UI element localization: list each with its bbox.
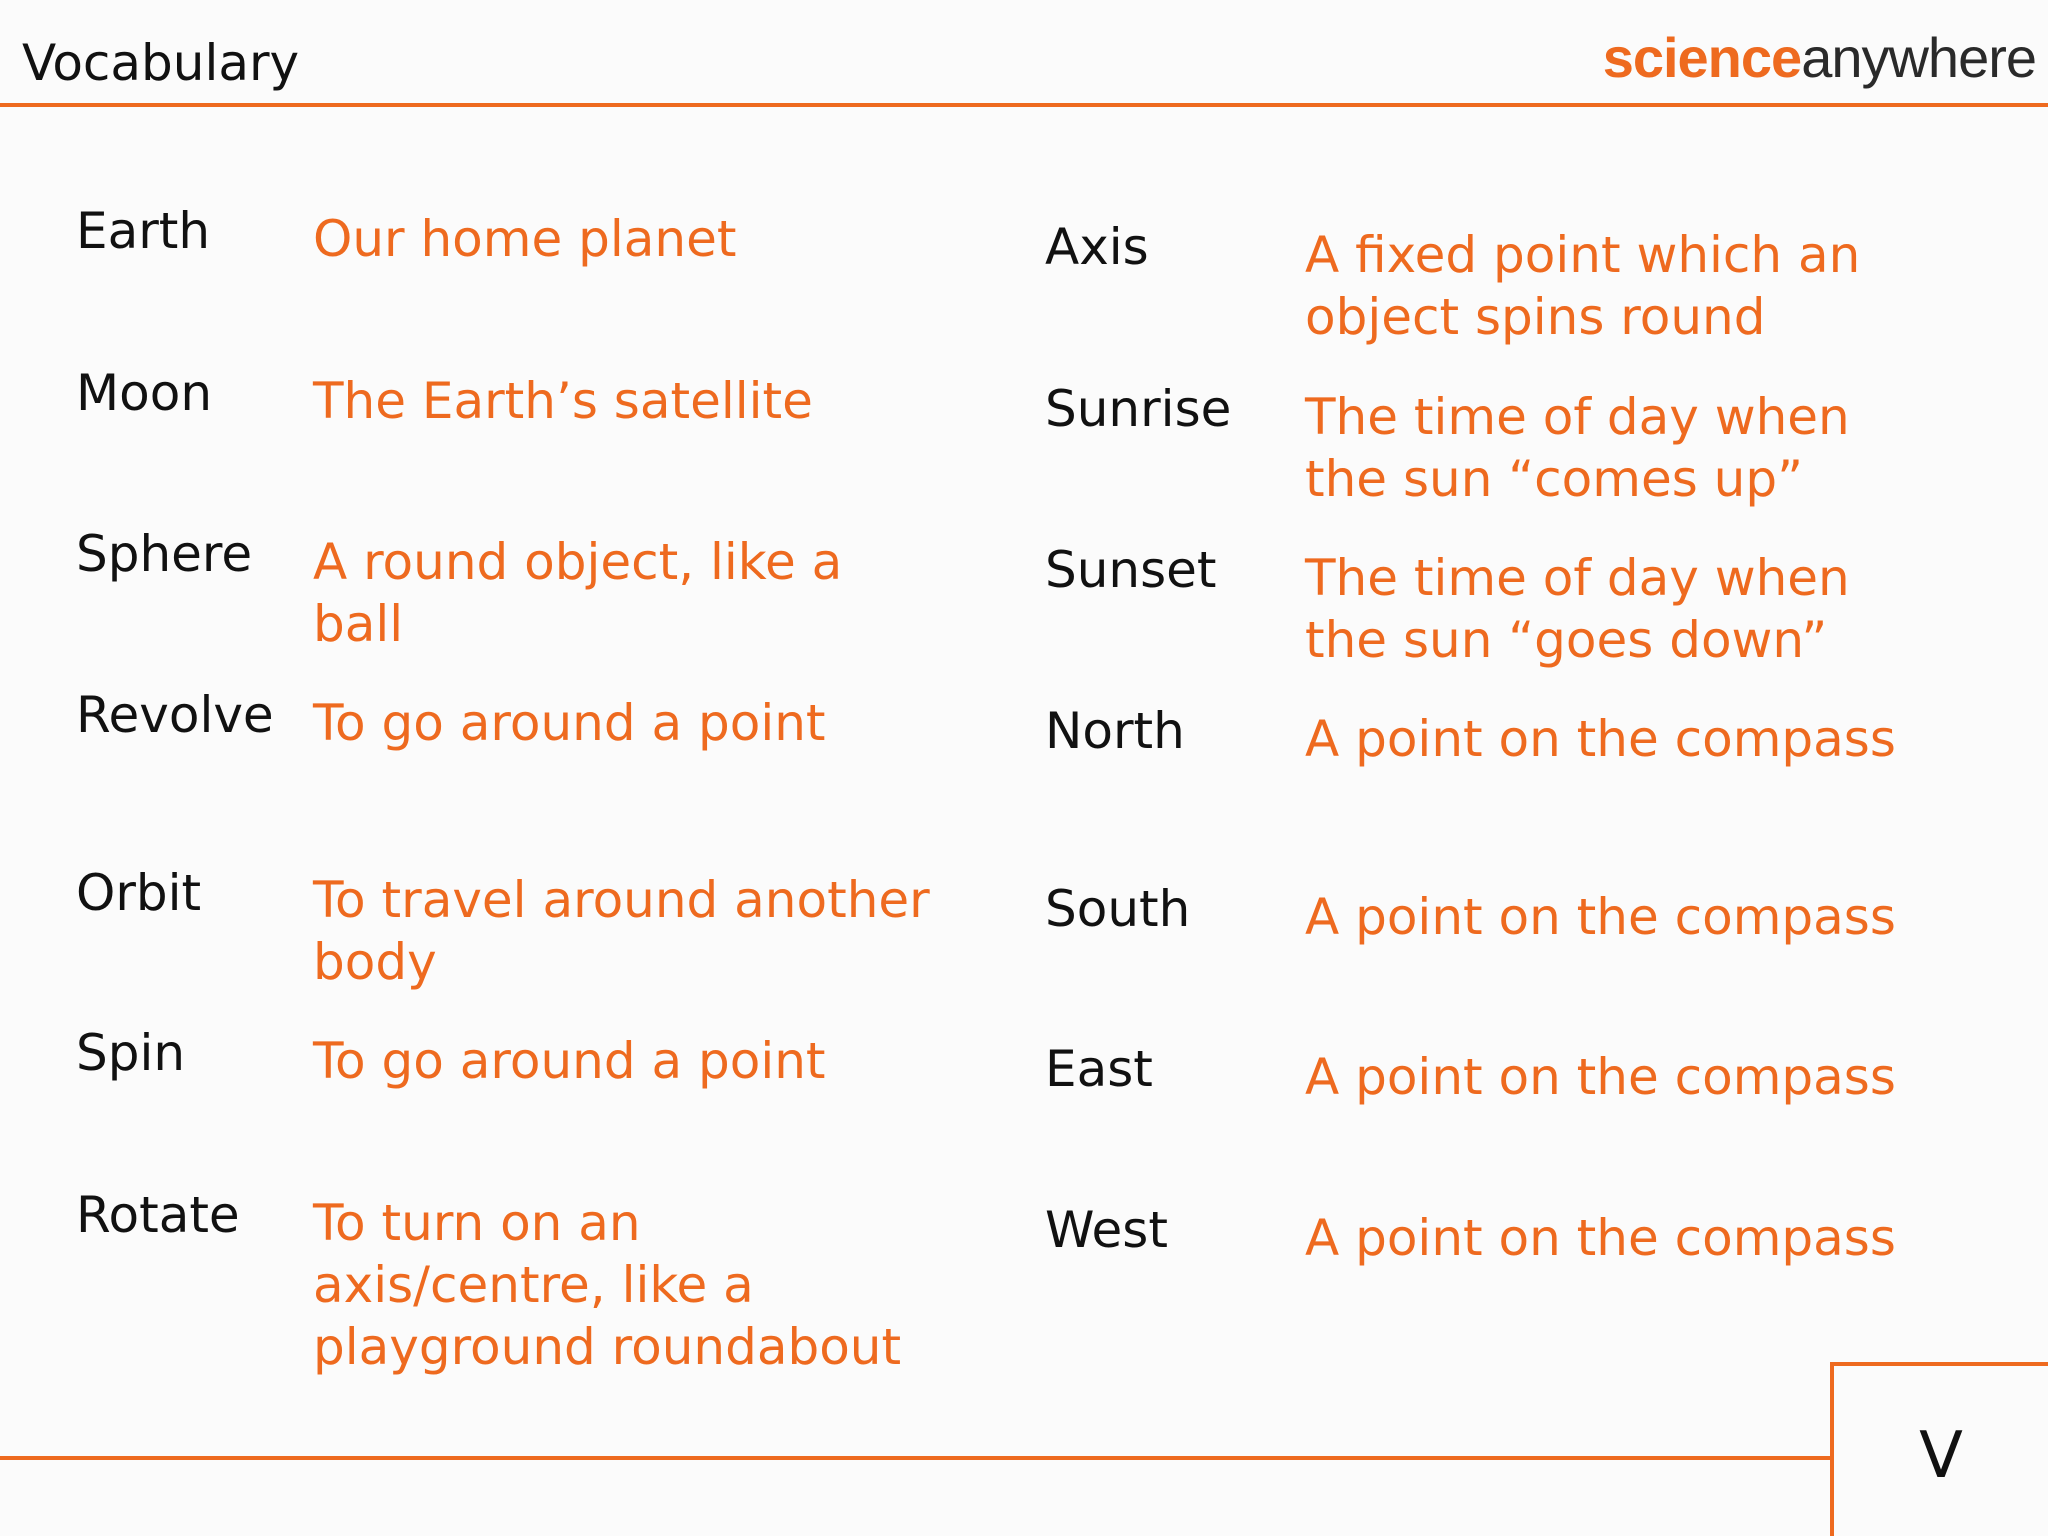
section-tab — [1830, 1362, 2048, 1536]
term-sphere: Sphere — [76, 525, 253, 583]
definition-earth: Our home planet — [313, 210, 737, 268]
header-divider — [0, 103, 2048, 107]
definition-sunset: The time of day when the sun “goes down” — [1305, 549, 1850, 669]
term-sunrise: Sunrise — [1045, 380, 1232, 438]
term-west: West — [1045, 1201, 1168, 1259]
definition-rotate: To turn on an axis/centre, like a playground roundabout — [313, 1194, 902, 1376]
page-title: Vocabulary — [22, 34, 300, 92]
term-orbit: Orbit — [76, 864, 202, 922]
definition-south: A point on the compass — [1305, 888, 1896, 946]
term-moon: Moon — [76, 364, 213, 422]
definition-revolve: To go around a point — [313, 694, 826, 752]
section-letter: V — [1919, 1419, 1963, 1493]
definition-east: A point on the compass — [1305, 1048, 1896, 1106]
term-rotate: Rotate — [76, 1186, 240, 1244]
definition-north: A point on the compass — [1305, 710, 1896, 768]
definition-sphere: A round object, like a ball — [313, 533, 843, 653]
term-sunset: Sunset — [1045, 541, 1217, 599]
term-east: East — [1045, 1040, 1153, 1098]
definition-sunrise: The time of day when the sun “comes up” — [1305, 388, 1850, 508]
definition-moon: The Earth’s satellite — [313, 372, 813, 430]
definition-spin: To go around a point — [313, 1032, 826, 1090]
definition-orbit: To travel around another body — [313, 871, 930, 991]
logo-science-text: science — [1602, 26, 1802, 89]
term-spin: Spin — [76, 1024, 186, 1082]
logo-anywhere-text: anywhere — [1801, 26, 2036, 89]
definition-axis: A fixed point which an object spins round — [1305, 226, 1861, 346]
footer-divider — [0, 1456, 1832, 1460]
term-revolve: Revolve — [76, 686, 274, 744]
term-axis: Axis — [1045, 218, 1149, 276]
term-earth: Earth — [76, 202, 211, 260]
definition-west: A point on the compass — [1305, 1209, 1896, 1267]
term-north: North — [1045, 702, 1185, 760]
term-south: South — [1045, 880, 1191, 938]
brand-logo — [1602, 26, 2036, 89]
